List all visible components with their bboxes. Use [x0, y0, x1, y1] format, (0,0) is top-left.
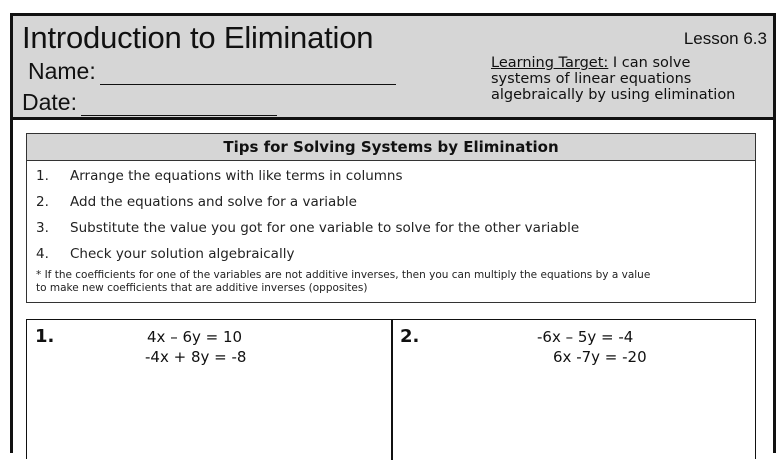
tip-item: [36, 220, 579, 236]
tip-number: 4.: [36, 246, 49, 262]
name-field[interactable]: [28, 58, 396, 85]
date-blank-line[interactable]: [81, 93, 277, 116]
learning-target-text-3: algebraically by using elimination: [491, 87, 736, 103]
problem-1-equation-1: 4x – 6y = 10: [147, 328, 243, 346]
tip-number: 3.: [36, 220, 49, 236]
learning-target-text-2: systems of linear equations: [491, 71, 692, 87]
learning-target: [491, 55, 761, 103]
date-field[interactable]: [22, 89, 277, 116]
tips-footnote: [36, 269, 748, 295]
problem-1-number: 1.: [35, 326, 55, 347]
tips-footnote-line-1: * If the coefficients for one of the variables are not additive inverses, then you can multiply the equations by a value: [36, 269, 651, 281]
learning-target-text-1: I can solve: [608, 55, 691, 71]
problem-2-number: 2.: [400, 326, 420, 347]
tip-number: 2.: [36, 194, 49, 210]
tip-item: [36, 246, 294, 262]
problem-1-equation-2: -4x + 8y = -8: [145, 348, 247, 366]
problem-2-equation-2: 6x -7y = -20: [553, 348, 647, 366]
name-blank-line[interactable]: [100, 62, 396, 85]
tip-text: Substitute the value you got for one variable to solve for the other variable: [70, 220, 580, 236]
worksheet: [10, 13, 776, 453]
learning-target-label: Learning Target:: [491, 55, 609, 71]
date-label: Date:: [22, 89, 77, 115]
tip-text: Check your solution algebraically: [70, 246, 295, 262]
worksheet-header: [13, 16, 773, 120]
tip-text: Arrange the equations with like terms in columns: [70, 168, 403, 184]
name-label: Name:: [28, 58, 96, 84]
tips-box: [26, 133, 756, 303]
tip-text: Add the equations and solve for a variable: [70, 194, 357, 210]
problems-grid: [26, 319, 756, 459]
problem-2-work-area[interactable]: [393, 372, 755, 460]
problem-1-work-area[interactable]: [27, 372, 391, 460]
tips-footnote-line-2: to make new coefficients that are additive inverses (opposites): [36, 282, 368, 294]
page-title: Introduction to Elimination: [22, 20, 374, 55]
tips-title: Tips for Solving Systems by Elimination: [27, 134, 755, 161]
problem-2-equation-1: -6x – 5y = -4: [537, 328, 634, 346]
tip-number: 1.: [36, 168, 49, 184]
lesson-number: Lesson 6.3: [683, 29, 767, 48]
tip-item: [36, 168, 403, 184]
tip-item: [36, 194, 357, 210]
